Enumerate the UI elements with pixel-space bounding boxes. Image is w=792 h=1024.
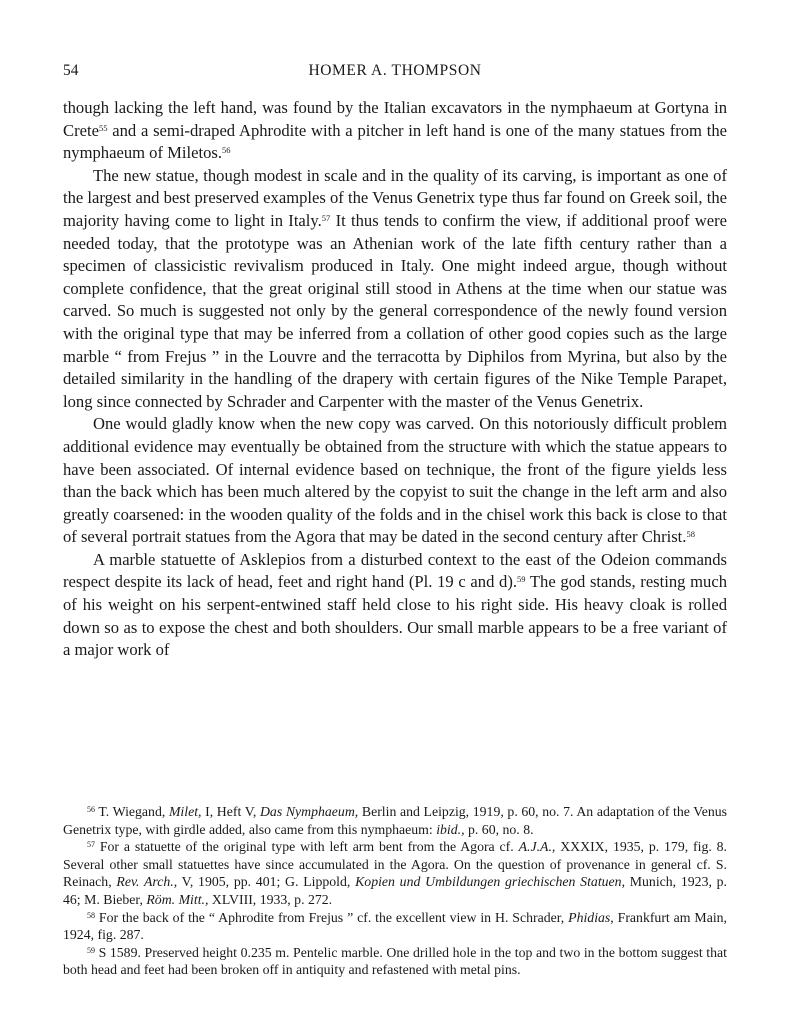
- footnote-58: [63, 909, 727, 944]
- footnote-number: 57: [87, 840, 95, 850]
- footnotes: [63, 803, 727, 979]
- footnote-text: XLVIII, 1933, p. 272.: [208, 891, 333, 907]
- footnote-ref: 57: [321, 212, 331, 223]
- paragraph-text: It thus tends to confirm the view, if additional proof were needed today, that the prototype was an Athenian work of the late fifth century rather than a specimen of classicistic revivalism produced in Italy. One might indeed argue, though without complete confidence, that the great original still stood in Athens at the time when our statue was carved. So much is suggested not only by the general correspondence of the newly found version with the original type that may be inferred from a collation of other good copies such as the large marble “ from Frejus ” in the Louvre and the terracotta by Diphilos from Myrina, but also by the detailed similarity in the handling of the drapery with certain figures of the Nike Temple Parapet, long since connected by Schrader and Carpenter with the master of the Venus Genetrix.: [63, 210, 727, 411]
- footnote-59: [63, 944, 727, 979]
- paragraph-text: The new statue, though modest in scale and in the quality of its carving, is important as one of the largest and best preserved examples of the Venus Genetrix type thus far found on Greek soil, the majority having come to light in Italy.: [63, 165, 727, 230]
- footnote-italic: Das Nymphaeum,: [259, 804, 359, 819]
- footnote-ref: 58: [686, 529, 695, 540]
- footnote-number: 56: [87, 805, 95, 814]
- paragraph-3: [63, 413, 727, 549]
- footnote-italic: Röm. Mitt.,: [146, 891, 209, 907]
- page-number: 54: [63, 62, 79, 79]
- footnote-italic: A.J.A.,: [518, 839, 556, 855]
- footnote-italic: Kopien und Umbildungen griechischen Statuen,: [355, 874, 626, 890]
- footnote-text: I, Heft V,: [201, 804, 260, 819]
- footnote-text: XXXIX, 1935, p. 179, fig. 8. Several other small statuettes have since accumulated in the Agora. On the question of provenance in general cf. S. Reinach,: [63, 839, 727, 890]
- paragraph-2: [63, 165, 727, 414]
- footnote-text: S 1589. Preserved height 0.235 m. Pentelic marble. One drilled hole in the top and two in the bottom suggest that both head and feet had been broken off in antiquity and refastened with metal pins.: [63, 944, 727, 978]
- footnote-text: V, 1905, pp. 401; G. Lippold,: [177, 874, 356, 890]
- footnote-number: 58: [87, 910, 95, 920]
- paragraph-text: and a semi-draped Aphrodite with a pitcher in left hand is one of the many statues from the nymphaeum of Miletos.: [63, 120, 727, 163]
- footnote-ref: 59: [517, 574, 526, 585]
- paragraph-text: The god stands, resting much of his weight on his serpent-entwined staff held close to his right side. His heavy cloak is rolled down so as to expose the chest and both shoulders. Our small marble appears to be a free variant of a major work of: [63, 572, 728, 660]
- paragraph-text: One would gladly know when the new copy was carved. On this notoriously difficult problem additional evidence may eventually be obtained from the structure with which the statue appears to have been associated. Of internal evidence based on technique, the front of the figure yields less than the back which has been much altered by the copyist to suit the change in the left arm and also greatly coarsened: in the wooden quality of the folds and in the chisel work this back is close to that of several portrait statues from the Agora that may be dated in the second century after Christ.: [63, 414, 727, 547]
- footnote-text: Berlin and Leipzig, 1919, p. 60, no. 7. An adaptation of the Venus Genetrix type, with girdle added, also came from this nymphaeum:: [63, 804, 727, 837]
- paragraph-text: though lacking the left hand, was found by the Italian excavators in the nymphaeum at Gortyna in Crete: [63, 98, 727, 140]
- footnote-text: For a statuette of the original type with left arm bent from the Agora cf.: [95, 839, 519, 855]
- footnote-57: [63, 838, 727, 908]
- footnote-italic: ibid.,: [436, 821, 465, 837]
- footnote-text: p. 60, no. 8.: [464, 821, 534, 837]
- footnote-text: T. Wiegand,: [95, 804, 169, 819]
- paragraph-1: [63, 97, 727, 165]
- footnote-text: Munich, 1923, p. 46; M. Bieber,: [63, 874, 727, 907]
- footnote-56: [63, 803, 727, 838]
- footnote-ref: 56: [222, 145, 231, 156]
- paragraph-4: [63, 549, 727, 662]
- footnote-italic: Milet,: [168, 804, 202, 819]
- footnote-text: Frankfurt am Main, 1924, fig. 287.: [63, 909, 727, 943]
- running-head: [63, 62, 727, 82]
- paragraph-text: A marble statuette of Asklepios from a disturbed context to the east of the Odeion commands respect despite its lack of head, feet and right hand (Pl. 19 c and d).: [63, 549, 727, 592]
- footnote-ref: 55: [98, 122, 108, 133]
- running-title: HOMER A. THOMPSON: [308, 62, 482, 79]
- footnote-text: For the back of the “ Aphrodite from Frejus ” cf. the excellent view in H. Schrader,: [95, 909, 569, 925]
- body-text: [63, 97, 727, 662]
- footnote-italic: Rev. Arch.,: [116, 874, 178, 890]
- footnote-italic: Phidias,: [568, 909, 614, 925]
- footnote-number: 59: [87, 945, 95, 955]
